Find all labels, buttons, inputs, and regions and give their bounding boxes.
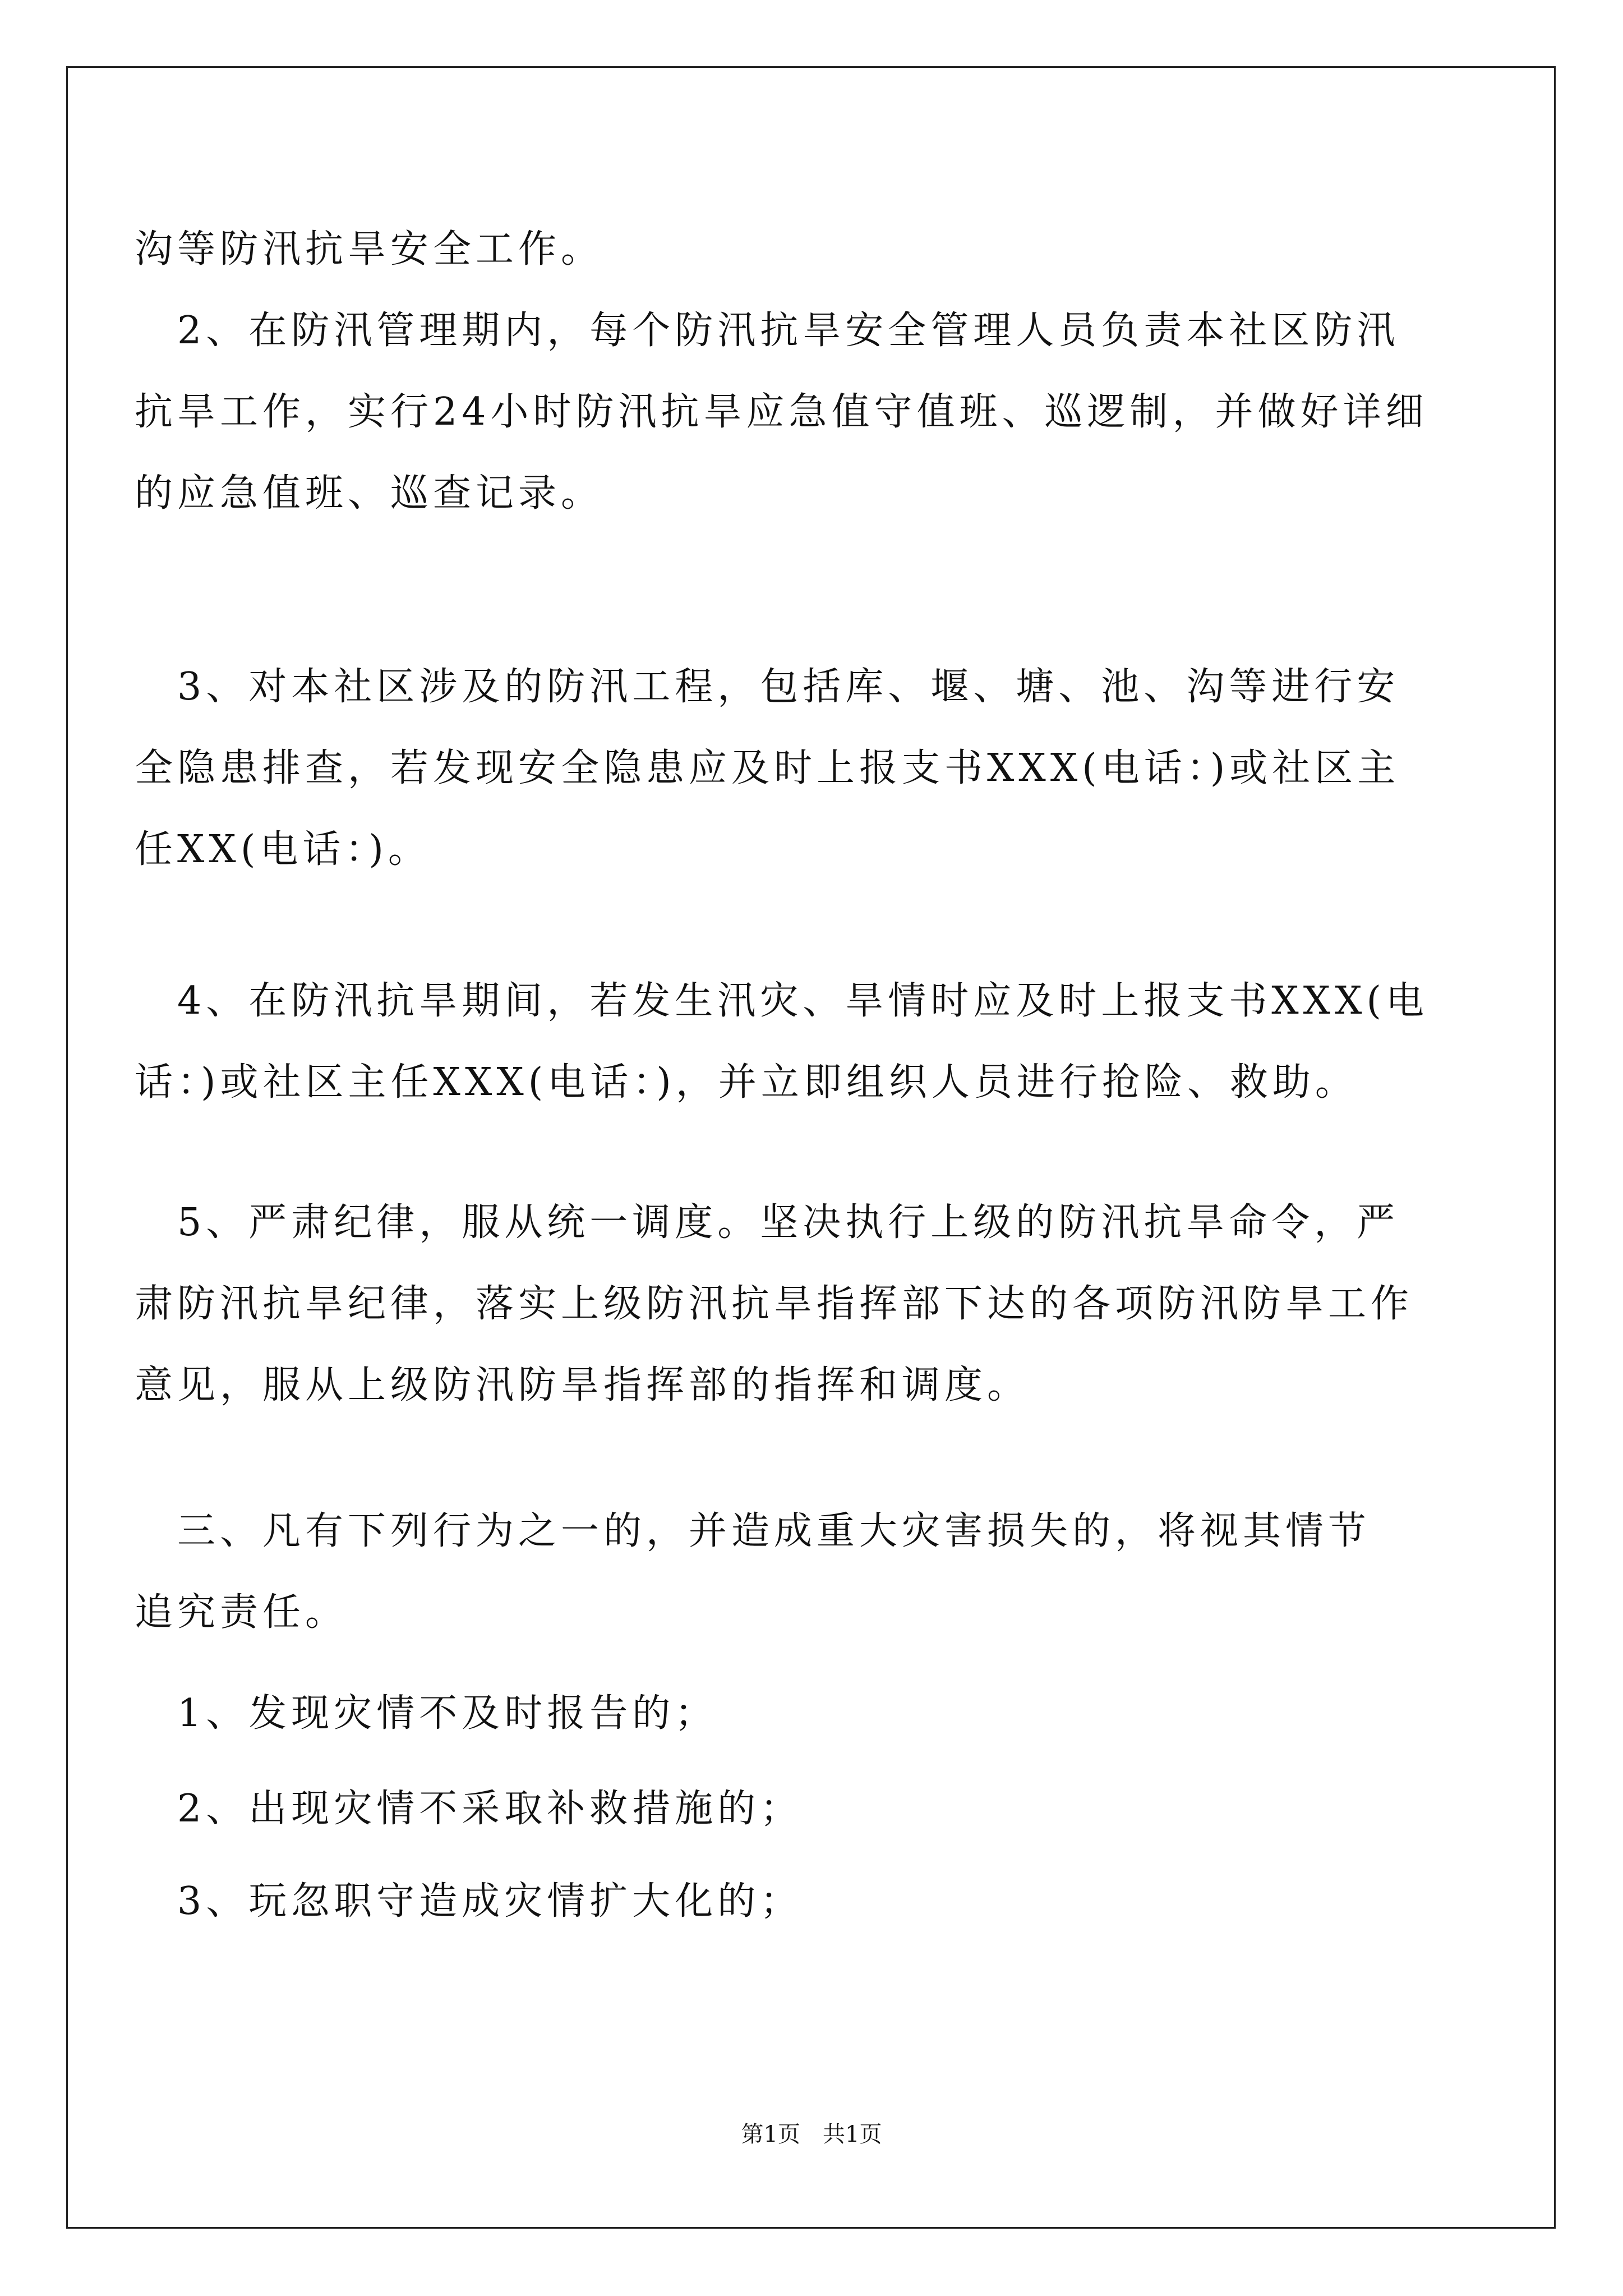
text-line-2: 2、在防汛管理期内，每个防汛抗旱安全管理人员负责本社区防汛: [135, 309, 1400, 353]
page-number-footer: 第1页 共1页: [741, 2122, 882, 2147]
text-line-12: 意见，服从上级防汛防旱指挥部的指挥和调度。: [135, 1363, 1030, 1407]
text-line-8: 4、在防汛抗旱期间，若发生汛灾、旱情时应及时上报支书XXX(电: [135, 979, 1429, 1023]
text-line-7: 任XX(电话：)。: [135, 827, 431, 872]
text-line-9: 话：)或社区主任XXX(电话：)，并立即组织人员进行抢险、救助。: [135, 1060, 1358, 1105]
text-line-3: 抗旱工作，实行24小时防汛抗旱应急值守值班、巡逻制，并做好详细: [135, 390, 1428, 434]
text-line-14: 追究责任。: [135, 1590, 348, 1635]
text-line-16: 2、出现灾情不采取补救措施的；: [135, 1787, 803, 1831]
text-line-11: 肃防汛抗旱纪律，落实上级防汛抗旱指挥部下达的各项防汛防旱工作: [135, 1282, 1414, 1326]
text-line-10: 5、严肃纪律，服从统一调度。坚决执行上级的防汛抗旱命令，严: [135, 1200, 1400, 1245]
text-line-15: 1、发现灾情不及时报告的；: [135, 1691, 718, 1736]
text-line-13: 三、凡有下列行为之一的，并造成重大灾害损失的，将视其情节: [135, 1509, 1371, 1553]
text-line-5: 3、对本社区涉及的防汛工程，包括库、堰、塘、池、沟等进行安: [135, 665, 1400, 709]
text-line-1: 沟等防汛抗旱安全工作。: [135, 227, 604, 272]
text-line-6: 全隐患排查，若发现安全隐患应及时上报支书XXX(电话：)或社区主: [135, 746, 1400, 790]
text-line-17: 3、玩忽职守造成灾情扩大化的；: [135, 1879, 803, 1924]
text-line-4: 的应急值班、巡查记录。: [135, 471, 604, 516]
